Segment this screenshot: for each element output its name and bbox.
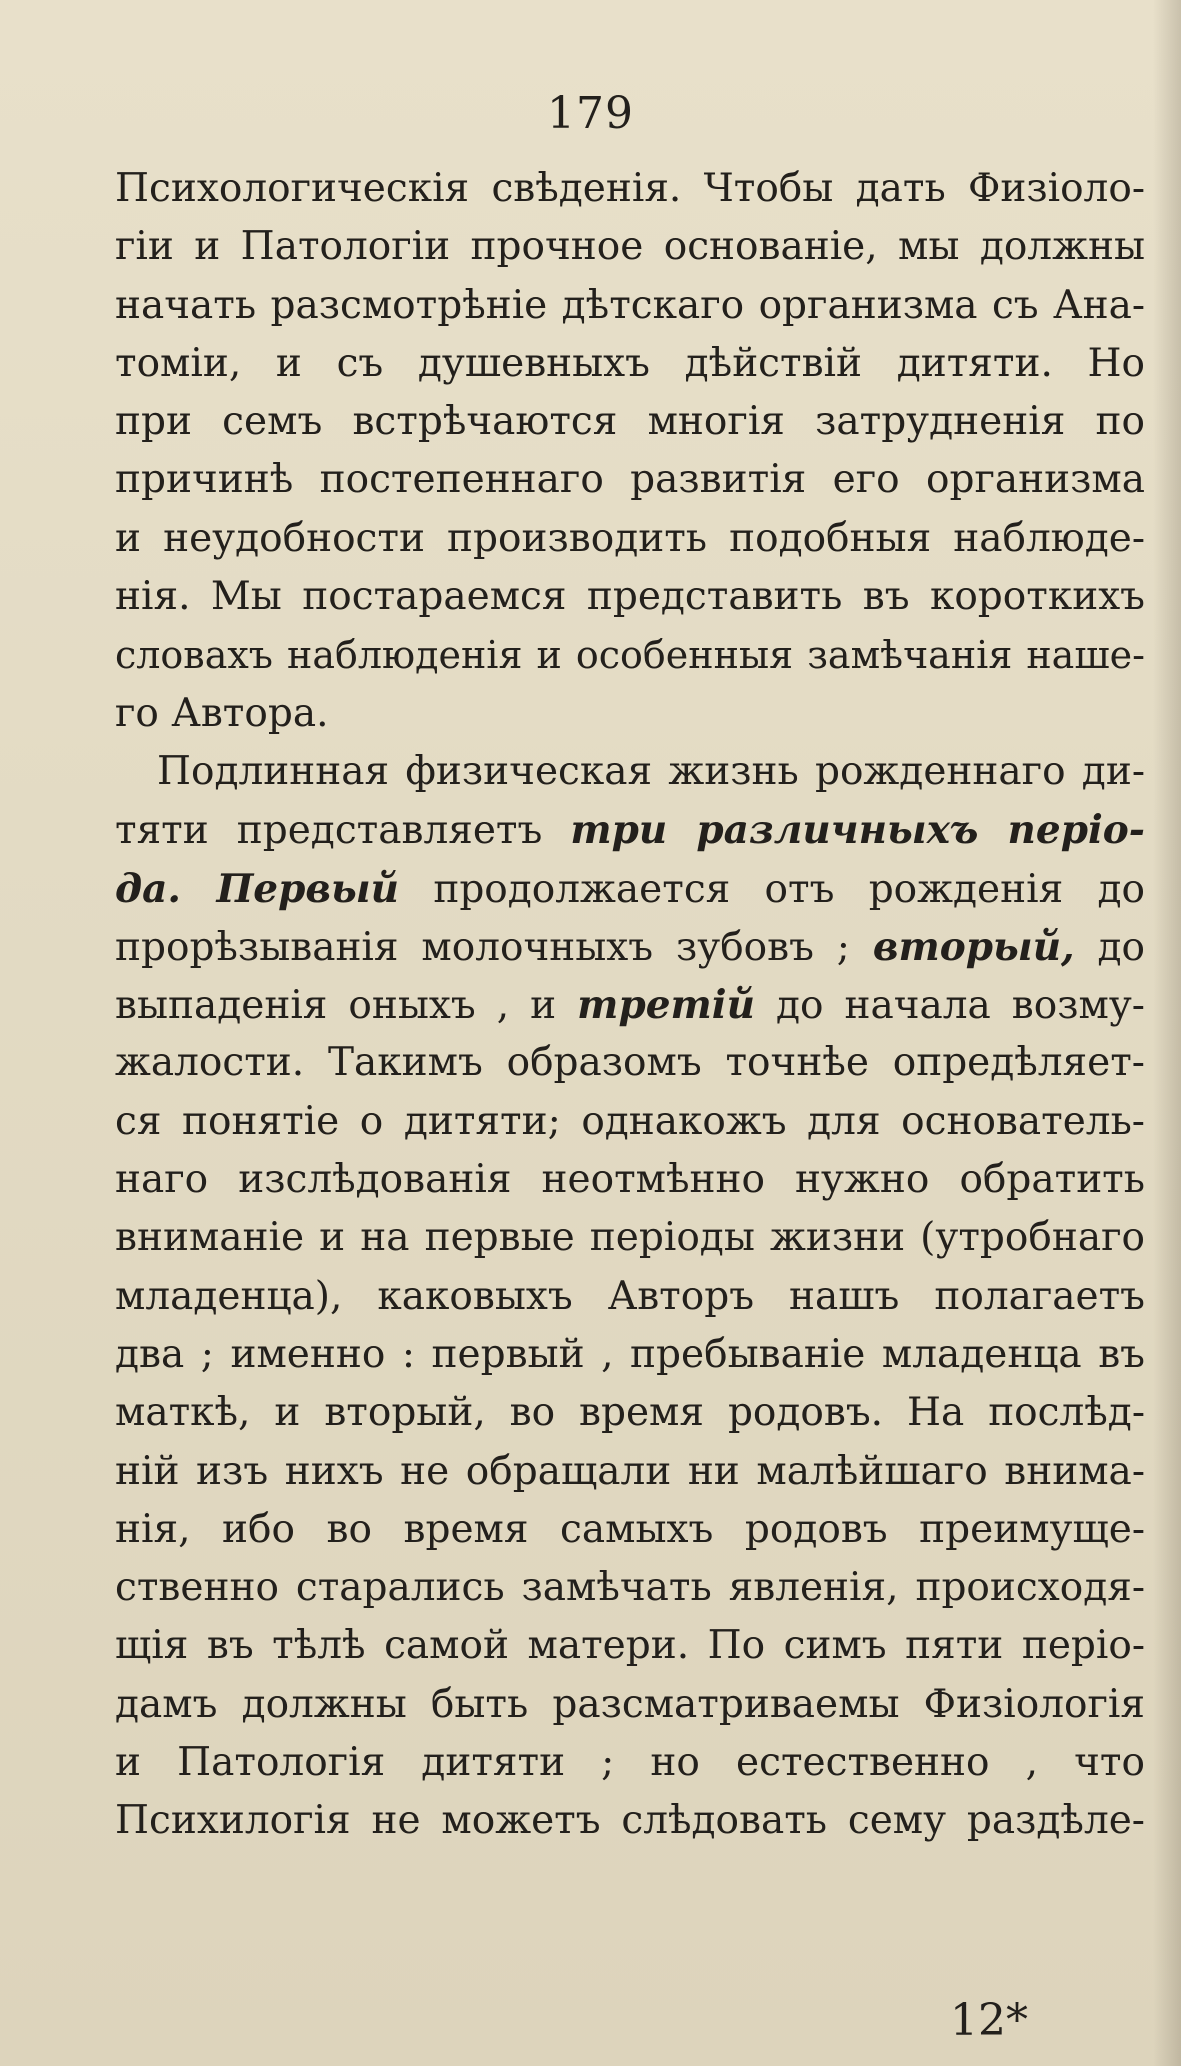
text-run: продолжается отъ рожденія до [399, 866, 1145, 912]
text-line: и Патологія дитяти ; но естественно , что [115, 1740, 1145, 1786]
text-line: го Автора. [115, 690, 329, 736]
text-line: нія, ибо во время самыхъ родовъ преимуще- [115, 1506, 1145, 1552]
text-run: прорѣзыванія молочныхъ зубовъ ; [115, 924, 873, 970]
text-line [115, 976, 1145, 1034]
text-line: Подлинная физическая жизнь рожденнаго ди- [157, 748, 1145, 794]
signature-mark: 12* [950, 1995, 1028, 2046]
text-run: тяти представляетъ [115, 808, 571, 854]
text-run: выпаденія оныхъ , и [115, 983, 578, 1029]
text-line [115, 801, 1145, 859]
text-line: жалости. Такимъ образомъ точнѣе опредѣляет- [115, 1040, 1145, 1086]
text-line: дамъ должны быть разсматриваемы Физіологія [115, 1681, 1145, 1727]
text-line: Психилогія не можетъ слѣдовать сему раздѣле- [115, 1798, 1145, 1844]
emphasis-text: третій [577, 982, 755, 1029]
text-line: томіи, и съ душевныхъ дѣйствій дитяти. Но [115, 340, 1145, 386]
text-line: и неудобности производить подобныя наблюде- [115, 515, 1145, 561]
text-line: словахъ наблюденія и особенныя замѣчанія наше- [115, 633, 1145, 678]
text-line [115, 860, 1145, 918]
text-run: до [1074, 924, 1146, 970]
text-line: щія въ тѣлѣ самой матери. По симъ пяти періо- [115, 1623, 1145, 1669]
text-line: ній изъ нихъ не обращали ни малѣйшаго внима- [115, 1448, 1145, 1494]
text-line: гіи и Патологіи прочное основаніе, мы должны [115, 224, 1145, 270]
emphasis-text: три различныхъ періо- [570, 807, 1145, 854]
text-line: наго изслѣдованія неотмѣнно нужно обратить [115, 1157, 1145, 1203]
text-line: нія. Мы постараемся представить въ короткихъ [115, 574, 1145, 620]
text-line: ся понятіе о дитяти; однакожъ для основатель- [115, 1098, 1145, 1144]
emphasis-text: да. Первый [115, 865, 400, 912]
text-line: при семъ встрѣчаются многія затрудненія по [115, 399, 1145, 445]
text-line: маткѣ, и вторый, во время родовъ. На послѣд- [115, 1390, 1145, 1436]
emphasis-text: вторый, [872, 923, 1075, 970]
text-line: причинѣ постепеннаго развитія его организма [115, 457, 1145, 503]
page-number: 179 [547, 88, 634, 139]
body-text [115, 160, 1145, 1851]
text-line: вниманіе и на первые періоды жизни (утробнаго [115, 1215, 1145, 1261]
text-run: до начала возму- [754, 983, 1145, 1029]
text-line: ственно старались замѣчать явленія, происходя- [115, 1565, 1145, 1611]
page-edge-shadow [1153, 0, 1181, 2066]
text-line: два ; именно : первый , пребываніе младенца въ [115, 1331, 1145, 1377]
text-line: младенца), каковыхъ Авторъ нашъ полагаетъ [115, 1273, 1145, 1319]
text-line [115, 918, 1145, 976]
text-line: Психологическія свѣденія. Чтобы дать Физіоло- [115, 166, 1145, 211]
text-line: начать разсмотрѣніе дѣтскаго организма съ Ана- [115, 282, 1145, 328]
